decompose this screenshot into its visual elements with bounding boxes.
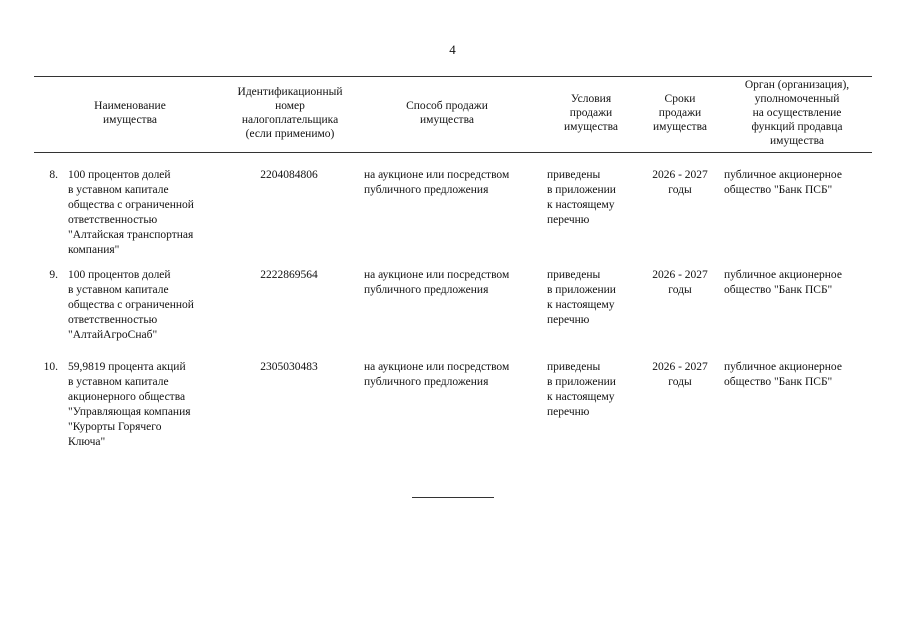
- table-header-rule: [34, 152, 872, 153]
- header-inn: Идентификационный номер налогоплательщика (если применимо): [237, 86, 343, 140]
- header-seller-organization: Орган (организация), уполномоченный на осуществление функций продавца имущества: [744, 79, 850, 147]
- sale-conditions: приведены в приложении к настоящему перечню: [547, 169, 616, 226]
- header-name: Наименование имущества: [94, 100, 166, 126]
- row-number: 8.: [49, 169, 58, 181]
- property-name: 100 процентов долей в уставном капитале общества с ограниченной ответственностью "АлтайАгроСнаб": [68, 269, 194, 341]
- row-number: 10.: [43, 361, 58, 373]
- header-sale-conditions: Условия продажи имущества: [564, 93, 618, 133]
- table-top-rule: [34, 76, 872, 77]
- seller-organization: публичное акционерное общество "Банк ПСБ": [724, 169, 842, 196]
- sale-terms: 2026 - 2027 годы: [652, 269, 708, 296]
- page-number: 4: [449, 42, 456, 57]
- property-name: 59,9819 процента акций в уставном капитале акционерного общества "Управляющая компания "Курорты Горячего Ключа": [68, 361, 191, 448]
- header-sale-method: Способ продажи имущества: [406, 100, 488, 126]
- property-name: 100 процентов долей в уставном капитале общества с ограниченной ответственностью "Алтайская транспортная компания": [68, 169, 194, 256]
- taxpayer-number: 2204084806: [260, 169, 318, 181]
- seller-organization: публичное акционерное общество "Банк ПСБ": [724, 269, 842, 296]
- row-number: 9.: [49, 269, 58, 281]
- sale-terms: 2026 - 2027 годы: [652, 169, 708, 196]
- taxpayer-number: 2222869564: [260, 269, 318, 281]
- sale-method: на аукционе или посредством публичного предложения: [364, 361, 510, 388]
- end-of-document-line: [412, 497, 494, 498]
- sale-terms: 2026 - 2027 годы: [652, 361, 708, 388]
- sale-method: на аукционе или посредством публичного предложения: [364, 169, 510, 196]
- sale-method: на аукционе или посредством публичного предложения: [364, 269, 510, 296]
- seller-organization: публичное акционерное общество "Банк ПСБ": [724, 361, 842, 388]
- sale-conditions: приведены в приложении к настоящему перечню: [547, 269, 616, 326]
- header-sale-terms: Сроки продажи имущества: [653, 93, 707, 133]
- sale-conditions: приведены в приложении к настоящему перечню: [547, 361, 616, 418]
- taxpayer-number: 2305030483: [260, 361, 318, 373]
